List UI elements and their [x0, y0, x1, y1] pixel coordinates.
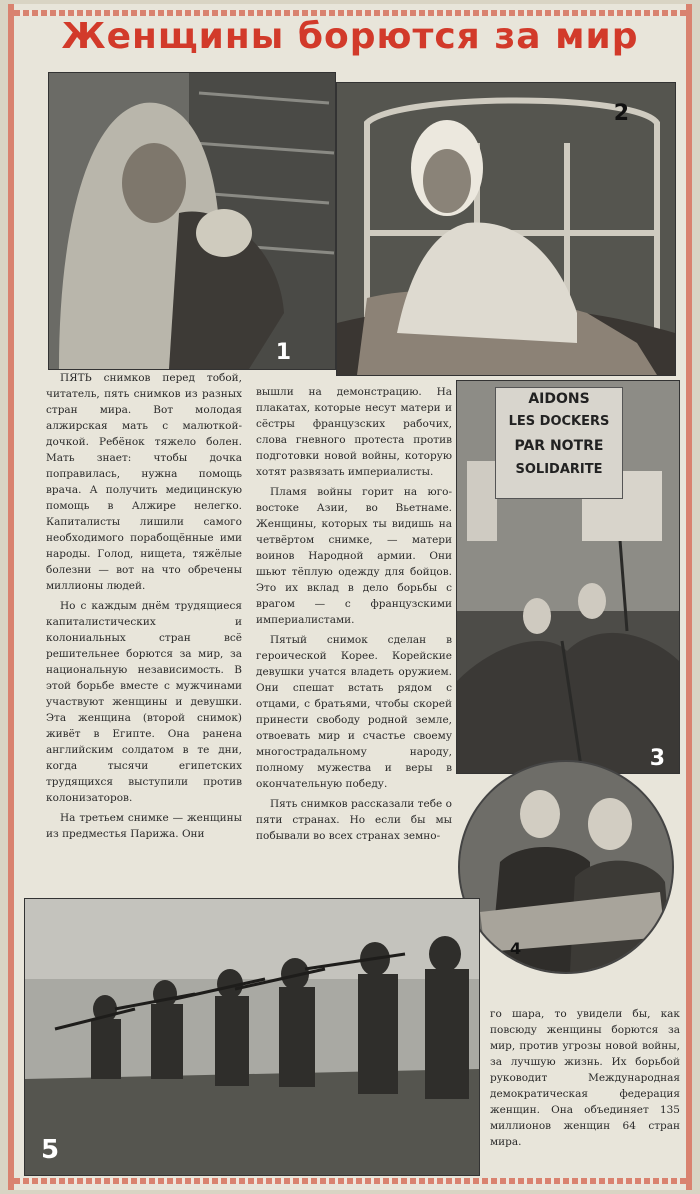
photo-vietnamese-mothers-sewing	[458, 760, 674, 974]
paragraph: вышли на демонстрацию. На плакатах, которые несут матери и сёстры французских рабочих, слова гневного протеста против подготовки новой войны, которую хотят развязать империалисты.	[256, 386, 452, 478]
protest-sign	[495, 387, 623, 499]
photo-number: 3	[649, 746, 665, 771]
article-column-1	[46, 370, 242, 846]
paragraph: го шара, то увидели бы, как повсюду женщины борются за мир, против угрозы новой войны, за лучшую жизнь. Их борьбой руководит Международная демократическая федерация женщин. Она объединяет 135 миллионов женщин 64 стран мира.	[490, 1008, 680, 1148]
paragraph: Пламя войны горит на юго-востоке Азии, во Вьетнаме. Женщины, которых ты видишь на четвёртом снимке, — матери воинов Народной армии. Они шьют тёплую одежду для бойцов. Это их вклад в дело борьбы с врагом — с французскими империалистами.	[256, 486, 452, 626]
photo-number: 4	[510, 939, 522, 958]
sign-line: LES DOCKERS	[508, 414, 610, 429]
article-column-3	[490, 1006, 680, 1154]
paragraph: На третьем снимке — женщины из предместья Парижа. Они	[46, 812, 242, 840]
newspaper-page	[8, 4, 692, 1190]
paragraph: ПЯТЬ снимков перед тобой, читатель, пять снимков из разных стран мира. Вот молодая алжирская мать с малюткой-дочкой. Ребёнок тяжело болен. Мать знает: чтобы дочка поправилась, нужна помощь врача. А получить медицинскую помощь в Алжире нелегко. Капиталисты лишили самого необходимого порабощённые ими народы. Голод, нищета, тяжёлые болезни — вот на что обречены миллионы людей.	[46, 372, 242, 592]
photo-wounded-egyptian-woman	[336, 82, 676, 376]
photo-number: 5	[41, 1135, 60, 1165]
paragraph: Пять снимков рассказали тебе о пяти странах. Но если бы мы побывали во всех странах земно-	[256, 798, 452, 842]
photo-number: 2	[613, 101, 629, 126]
bottom-border	[14, 1178, 686, 1184]
sign-line: PAR NOTRE	[514, 438, 604, 454]
sign-line: SOLIDARITE	[515, 462, 603, 477]
photo-number: 1	[275, 340, 291, 365]
sign-line: AIDONS	[528, 391, 590, 407]
photo-korean-women-training	[24, 898, 480, 1176]
article-column-2	[256, 384, 452, 848]
paragraph: Пятый снимок сделан в героической Корее. Корейские девушки учатся владеть оружием. Они спешат встать рядом с отцами, с братьями, чтобы скорей принести свободу родной земле, отвоевать мир и счастье своему многострадальному народу, полному мужества и веры в окончательную победу.	[256, 634, 452, 790]
paragraph: Но с каждым днём трудящиеся капиталистических и колониальных стран всё решительнее борются за мир, за национальную независимость. В этой борьбе вместе с мужчинами участвуют женщины и девушки. Эта женщина (второй снимок) живёт в Египте. Она ранена английским солдатом в те дни, когда тысячи египетских трудящихся выступили против колонизаторов.	[46, 600, 242, 804]
photo-algerian-mother	[48, 72, 336, 370]
photo-paris-demonstration	[456, 380, 680, 774]
page-title: Женщины борются за мир	[61, 16, 639, 57]
